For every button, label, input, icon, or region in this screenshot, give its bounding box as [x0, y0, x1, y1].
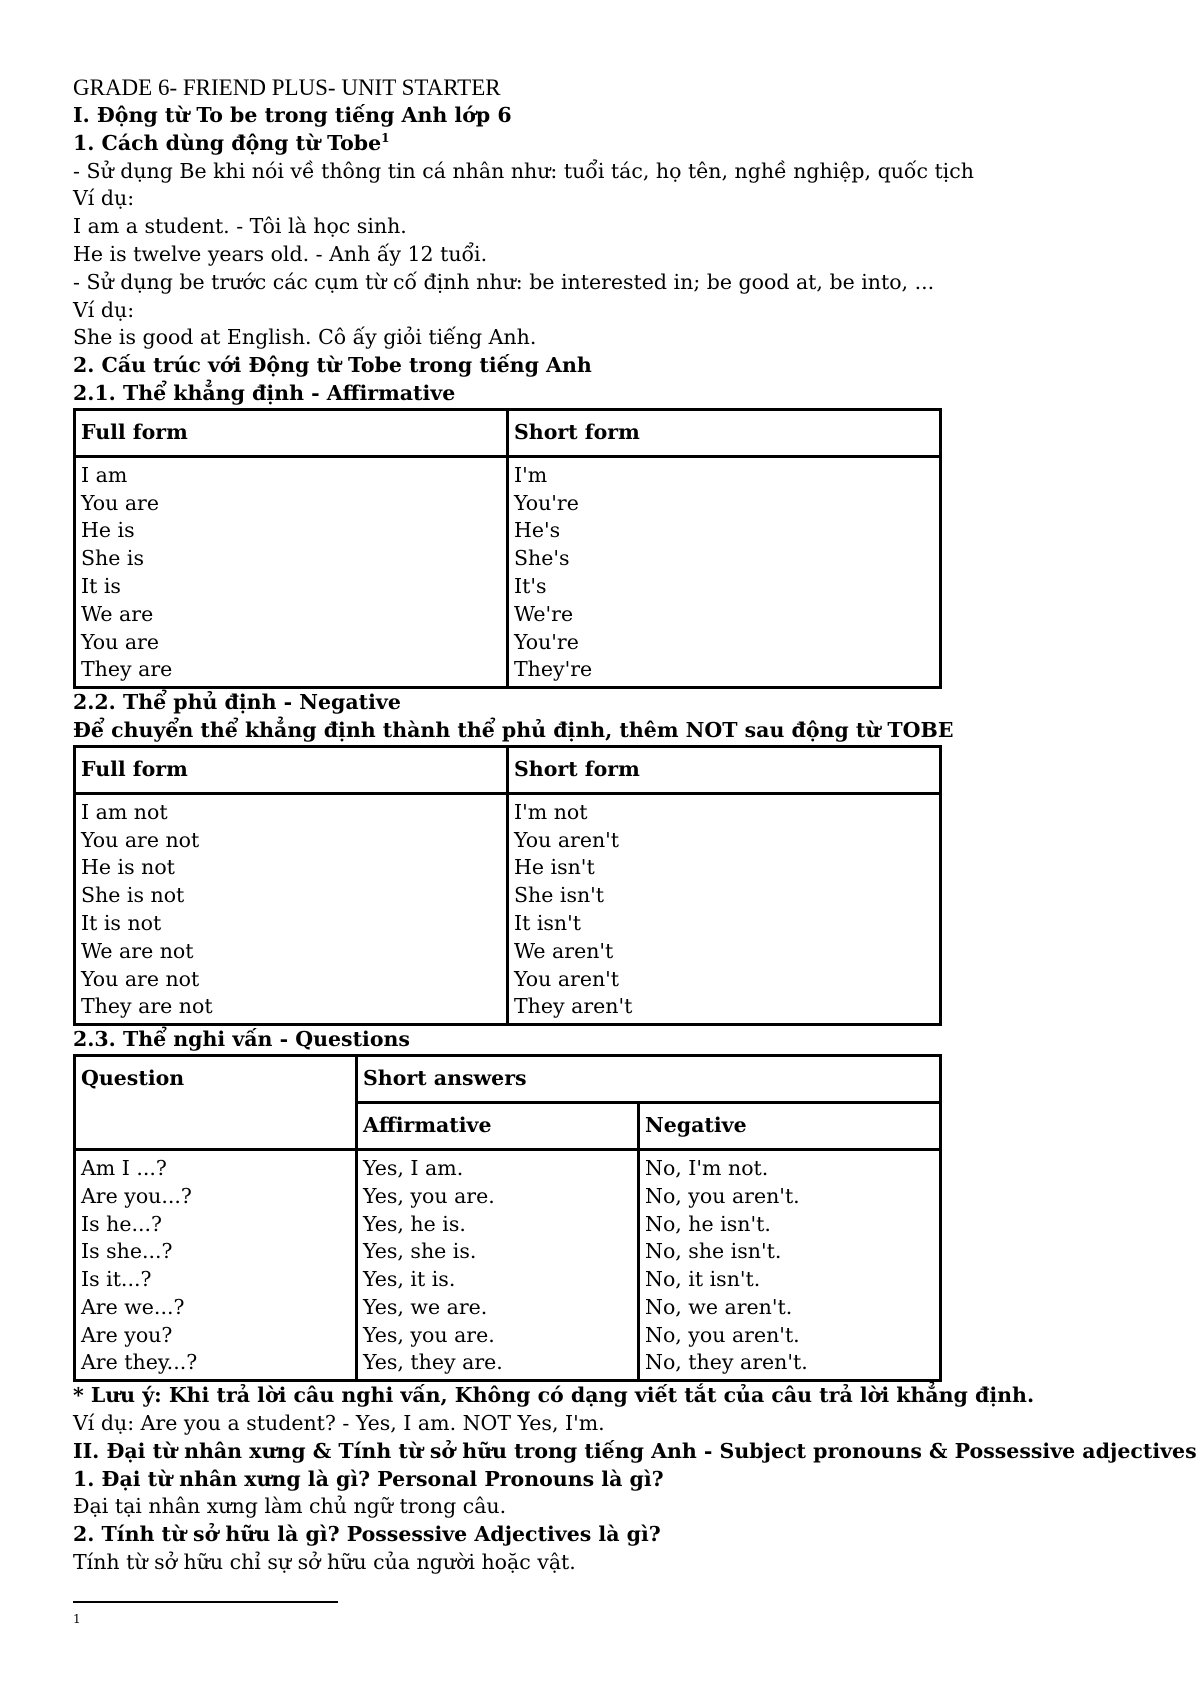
table-row: No, they aren't.: [645, 1350, 808, 1375]
table-row: It is not: [81, 910, 162, 935]
affirmative-table: [73, 408, 942, 689]
table-row: Yes, you are.: [363, 1322, 495, 1347]
table-body-row: [75, 456, 941, 687]
header-question: Question: [75, 1055, 357, 1149]
negative-note: Để chuyển thể khẳng định thành thể phủ định, thêm NOT sau động từ TOBE: [73, 717, 954, 742]
subheading-tobe-usage: [73, 130, 1113, 158]
table-row: I am: [81, 462, 128, 487]
header-negative: Negative: [639, 1102, 941, 1149]
table-row: Yes, he is.: [363, 1211, 466, 1236]
table-body-row: [75, 793, 941, 1024]
table-row: He is: [81, 518, 135, 543]
table-row: She isn't: [514, 883, 605, 908]
table-row: They are: [81, 657, 173, 682]
header-full-form: Full form: [75, 409, 508, 456]
table-row: They are not: [81, 994, 213, 1019]
header-affirmative: Affirmative: [357, 1102, 639, 1149]
usage-paragraph-2: - Sử dụng be trước các cụm từ cố định như: be interested in; be good at, be into, ...: [73, 269, 935, 294]
table-body-row: [75, 1149, 941, 1380]
questions-table: [73, 1054, 942, 1382]
table-row: No, it isn't.: [645, 1267, 761, 1292]
table-row: Yes, she is.: [363, 1239, 477, 1264]
table-row: You are not: [81, 966, 200, 991]
short-form-cell: [508, 456, 941, 687]
table-row: You're: [514, 490, 579, 515]
table-row: He's: [514, 518, 561, 543]
table-header-row: [75, 746, 941, 793]
table-row: He is not: [81, 855, 175, 880]
header-full-form: Full form: [75, 746, 508, 793]
example-label: Ví dụ:: [73, 297, 135, 322]
personal-pronouns-paragraph: Đại tại nhân xưng làm chủ ngữ trong câu.: [73, 1494, 507, 1519]
header-short-answers: Short answers: [357, 1055, 941, 1102]
table-row: Is she...?: [81, 1239, 173, 1264]
table-row: He isn't: [514, 855, 595, 880]
table-row: Is he...?: [81, 1211, 163, 1236]
table-row: Yes, you are.: [363, 1183, 495, 1208]
table-row: No, she isn't.: [645, 1239, 782, 1264]
section-heading-pronouns: II. Đại từ nhân xưng & Tính từ sở hữu trong tiếng Anh - Subject pronouns & Possessive adjectives: [73, 1438, 1197, 1463]
table-row: Yes, we are.: [363, 1294, 488, 1319]
table-row: No, you aren't.: [645, 1183, 800, 1208]
table-row: No, I'm not.: [645, 1155, 769, 1180]
table-row: You aren't: [514, 966, 620, 991]
negative-table: [73, 745, 942, 1026]
table-row: We are: [81, 601, 154, 626]
table-row: She's: [514, 546, 570, 571]
table-row: It isn't: [514, 910, 582, 935]
table-row: Yes, they are.: [363, 1350, 503, 1375]
table-row: Am I ...?: [81, 1155, 167, 1180]
table-row: It is: [81, 573, 121, 598]
table-row: Are we...?: [81, 1294, 185, 1319]
possessive-adjectives-paragraph: Tính từ sở hữu chỉ sự sở hữu của người hoặc vật.: [73, 1550, 576, 1575]
table-header-row: [75, 1055, 941, 1102]
table-row: I'm: [514, 462, 548, 487]
table-row: We aren't: [514, 938, 614, 963]
document-title: GRADE 6- FRIEND PLUS- UNIT STARTER: [73, 75, 501, 100]
subheading-text: 1. Cách dùng động từ Tobe: [73, 130, 382, 155]
table-row: They're: [514, 657, 593, 682]
negative-cell: [639, 1149, 941, 1380]
table-row: You're: [514, 629, 579, 654]
example-sentence: I am a student. - Tôi là học sinh.: [73, 214, 407, 239]
affirmative-cell: [357, 1149, 639, 1380]
table-header-row: [75, 409, 941, 456]
table-row: Are they...?: [81, 1350, 198, 1375]
question-note-example: Ví dụ: Are you a student? - Yes, I am. NOT Yes, I'm.: [73, 1411, 605, 1436]
table-row: I am not: [81, 799, 168, 824]
document-page: [73, 74, 1197, 1577]
table-row: We're: [514, 601, 574, 626]
table-row: You are not: [81, 827, 200, 852]
table-row: No, he isn't.: [645, 1211, 771, 1236]
short-form-cell: [508, 793, 941, 1024]
question-cell: [75, 1149, 357, 1380]
section-heading-tobe: I. Động từ To be trong tiếng Anh lớp 6: [73, 103, 512, 127]
footnote-number: 1: [73, 1612, 81, 1626]
table-row: Are you?: [81, 1322, 173, 1347]
usage-paragraph-1: - Sử dụng Be khi nói về thông tin cá nhân như: tuổi tác, họ tên, nghề nghiệp, quốc tịch: [73, 158, 974, 183]
table-row: Yes, it is.: [363, 1267, 456, 1292]
full-form-cell: [75, 793, 508, 1024]
example-sentence: He is twelve years old. - Anh ấy 12 tuổi.: [73, 241, 488, 266]
subheading-affirmative: 2.1. Thể khẳng định - Affirmative: [73, 380, 456, 405]
table-row: I'm not: [514, 799, 588, 824]
header-short-form: Short form: [508, 746, 941, 793]
example-sentence: She is good at English. Cô ấy giỏi tiếng Anh.: [73, 325, 537, 350]
table-row: She is not: [81, 883, 185, 908]
table-row: Is it...?: [81, 1267, 152, 1292]
question-note: * Lưu ý: Khi trả lời câu nghi vấn, Không có dạng viết tắt của câu trả lời khẳng định.: [73, 1383, 1035, 1408]
table-row: Yes, I am.: [363, 1155, 464, 1180]
table-row: We are not: [81, 938, 194, 963]
table-row: They aren't: [514, 994, 633, 1019]
example-label: Ví dụ:: [73, 186, 135, 211]
footnote-separator: [73, 1601, 338, 1603]
table-row: No, we aren't.: [645, 1294, 793, 1319]
footnote-reference[interactable]: 1: [381, 130, 390, 145]
table-row: She is: [81, 546, 144, 571]
subheading-structure: 2. Cấu trúc với Động từ Tobe trong tiếng Anh: [73, 353, 592, 378]
table-row: It's: [514, 573, 547, 598]
table-row: You are: [81, 490, 159, 515]
subheading-questions: 2.3. Thể nghi vấn - Questions: [73, 1027, 410, 1052]
table-row: No, you aren't.: [645, 1322, 800, 1347]
table-row: Are you...?: [81, 1183, 192, 1208]
full-form-cell: [75, 456, 508, 687]
table-row: You aren't: [514, 827, 620, 852]
header-short-form: Short form: [508, 409, 941, 456]
subheading-negative: 2.2. Thể phủ định - Negative: [73, 690, 401, 715]
subheading-possessive-adjectives: 2. Tính từ sở hữu là gì? Possessive Adjectives là gì?: [73, 1522, 661, 1547]
table-row: You are: [81, 629, 159, 654]
subheading-personal-pronouns: 1. Đại từ nhân xưng là gì? Personal Pronouns là gì?: [73, 1466, 664, 1491]
